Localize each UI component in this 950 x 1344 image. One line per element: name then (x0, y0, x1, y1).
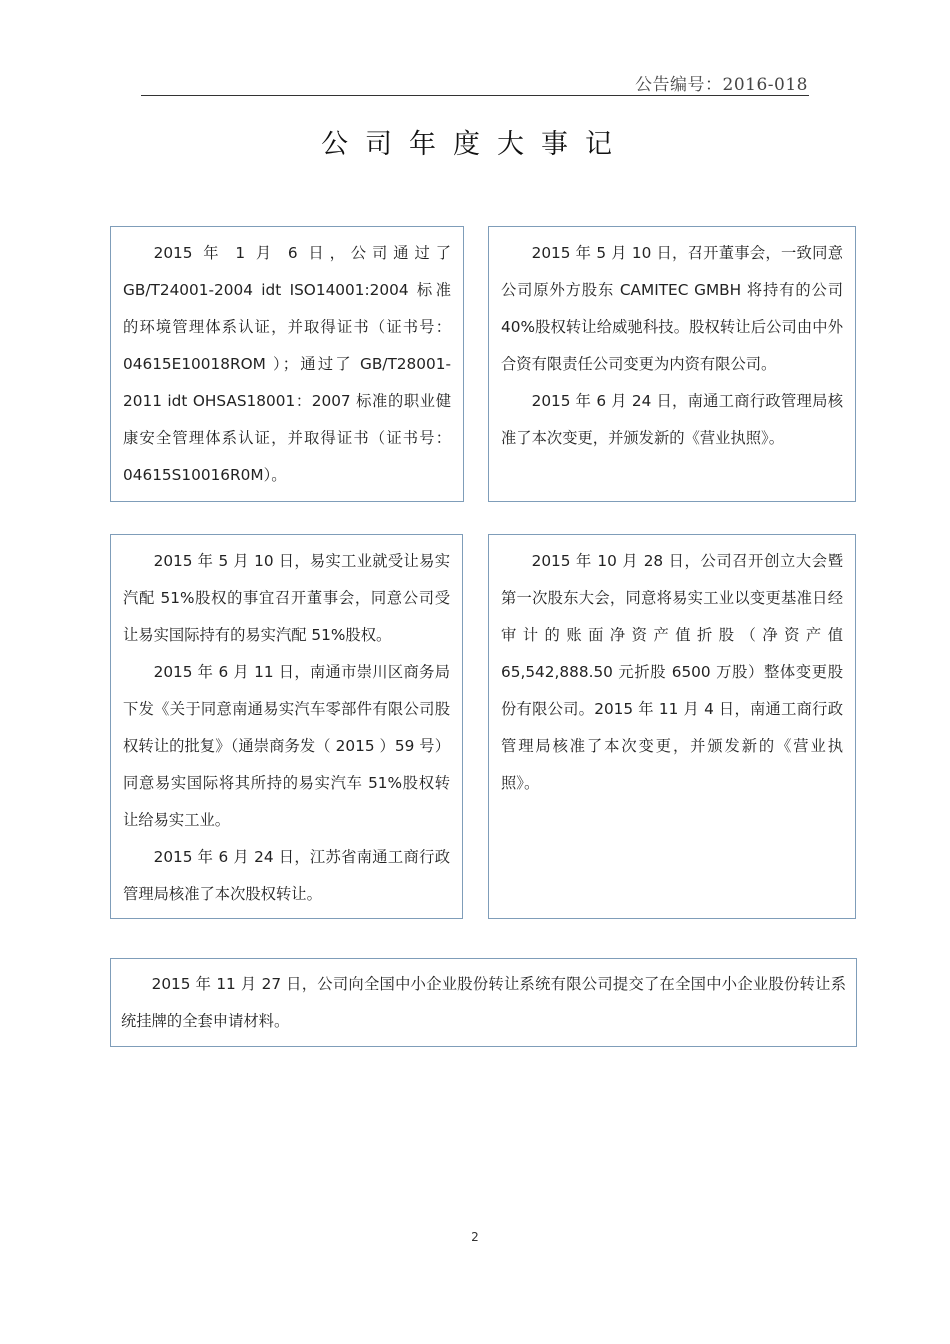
event-box-yishi-equity (110, 534, 463, 919)
event-paragraph: 2015 年 5 月 10 日，召开董事会，一致同意公司原外方股东 CAMITEC GMBH 将持有的公司 40%股权转让给威驰科技。股权转让后公司由中外合资有限责任公司变更为内资有限公司。 (501, 244, 843, 373)
page-title: 公司年度大事记 (321, 129, 629, 160)
event-box-joint-stock-conversion (488, 534, 856, 919)
event-paragraph: 2015 年 1 月 6 日，公司通过了 GB/T24001-2004 idt ISO14001:2004 标准的环境管理体系认证，并取得证书（证书号：04615E10018ROM ）；通过了 GB/T28001-2011 idt OHSAS18001：2007 标准的职业健康安全管理体系认证，并取得证书（证书号：04615S10016R0M）。 (123, 244, 451, 484)
event-box-neeq-application (110, 958, 857, 1047)
event-paragraph: 2015 年 10 月 28 日，公司召开创立大会暨第一次股东大会，同意将易实工业以变更基准日经审计的账面净资产值折股（净资产值 65,542,888.50 元折股 6500 万股）整体变更股份有限公司。2015 年 11 月 4 日，南通工商行政管理局核准了本次变更，并颁发新的《营业执照》。 (501, 552, 843, 792)
event-paragraph: 2015 年 5 月 10 日，易实工业就受让易实汽配 51%股权的事宜召开董事会，同意公司受让易实国际持有的易实汽配 51%股权。 (123, 552, 450, 644)
announcement-number: 公告编号：2016-018 (635, 75, 808, 95)
event-box-env-certification (110, 226, 464, 502)
event-paragraph: 2015 年 6 月 24 日，江苏省南通工商行政管理局核准了本次股权转让。 (123, 848, 450, 903)
event-box-equity-transfer-camitec (488, 226, 856, 502)
header-divider (141, 95, 809, 96)
event-paragraph: 2015 年 11 月 27 日，公司向全国中小企业股份转让系统有限公司提交了在全国中小企业股份转让系统挂牌的全套申请材料。 (121, 975, 846, 1030)
page-number: 2 (471, 1230, 479, 1244)
event-paragraph: 2015 年 6 月 11 日，南通市崇川区商务局下发《关于同意南通易实汽车零部件有限公司股权转让的批复》（通崇商务发（ 2015 ）59 号）同意易实国际将其所持的易实汽车 51%股权转让给易实工业。 (123, 663, 450, 829)
event-paragraph: 2015 年 6 月 24 日，南通工商行政管理局核准了本次变更，并颁发新的《营业执照》。 (501, 392, 843, 447)
